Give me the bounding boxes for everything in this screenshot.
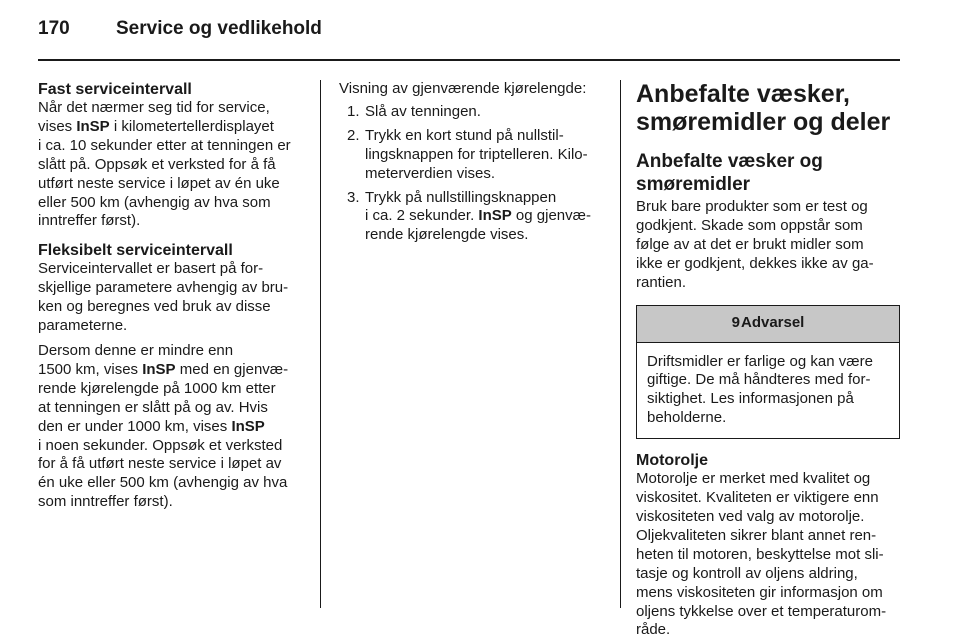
heading-engine-oil: Motorolje [636, 452, 708, 470]
warning-body: Driftsmidler er farlige og kan være giftige. De må håndteres med for- siktighet. Les informasjonen på beholderne. [647, 352, 873, 427]
paragraph-approved-products: Bruk bare produkter som er test og godkjent. Skade som oppstår som følge av at det er brukt midler som ikke er godkjent, dekkes ikke av ga- rantien. [636, 198, 874, 291]
heading-flexible-interval: Fleksibelt serviceintervall [38, 242, 233, 260]
column-divider-1 [320, 80, 321, 608]
paragraph-fixed-interval: Når det nærmer seg tid for service, vises InSP i kilometertellerdisplayet i ca. 10 sekunder etter at tenningen er slått på. Oppsøk et verksted for å få utført neste service i løpet av én uke eller 500 km (avhengig av hva som inntreffer først). [38, 99, 291, 230]
list-item: 3. Trykk på nullstillingsknappen i ca. 2 sekunder. InSP og gjenvæ- rende kjørelengde vises. [347, 188, 591, 244]
column-divider-2 [620, 80, 621, 608]
column-3 [636, 80, 900, 640]
paragraph-engine-oil: Motorolje er merket med kvalitet og viskositet. Kvaliteten er viktigere enn viskositeten ved valg av motorolje. Oljekvaliteten sikrer blant annet ren- heten til motoren, beskyttelse mot sli- tasje og kontroll av oljens aldring, mens viskositeten gir informasjon om oljens tykkelse over et temperaturom- råde. [636, 470, 887, 639]
paragraph-flexible-interval: Serviceintervallet er basert på for- skjellige parametere avhengig av bru- ken og beregnes ved bruk av disse parameterne. [38, 260, 289, 335]
warning-triangle-icon: 9 [731, 314, 740, 332]
column-2 [339, 80, 605, 250]
list-item: 2. Trykk en kort stund på nullstil- lingsknappen for triptelleren. Kilo- meterverdien vises. [347, 126, 588, 182]
steps-list [339, 103, 605, 245]
page-number: 170 [38, 18, 70, 39]
list-item: 1. Slå av tenningen. [347, 102, 481, 120]
header-rule [38, 59, 900, 61]
page-header [38, 18, 900, 50]
heading-recommended-fluids: Anbefalte væsker, smøremidler og deler [636, 80, 891, 136]
column-1 [38, 80, 306, 512]
warning-header [637, 306, 899, 343]
warning-box [636, 305, 900, 440]
section-title: Service og vedlikehold [116, 18, 322, 39]
warning-title: Advarsel [740, 314, 805, 332]
subheading-fluids-lubricants: Anbefalte væsker og smøremidler [636, 151, 823, 195]
heading-fixed-interval: Fast serviceintervall [38, 81, 192, 98]
paragraph-remaining-distance: Dersom denne er mindre enn 1500 km, vises InSP med en gjenvæ- rende kjørelengde på 1000 km etter at tenningen er slått på og av. Hvis den er under 1000 km, vises InSP i noen sekunder. Oppsøk et verksted for å få utført neste service i løpet av én uke eller 500 km (avhengig av hva som inntreffer først). [38, 341, 289, 511]
steps-intro: Visning av gjenværende kjørelengde: [339, 80, 587, 97]
